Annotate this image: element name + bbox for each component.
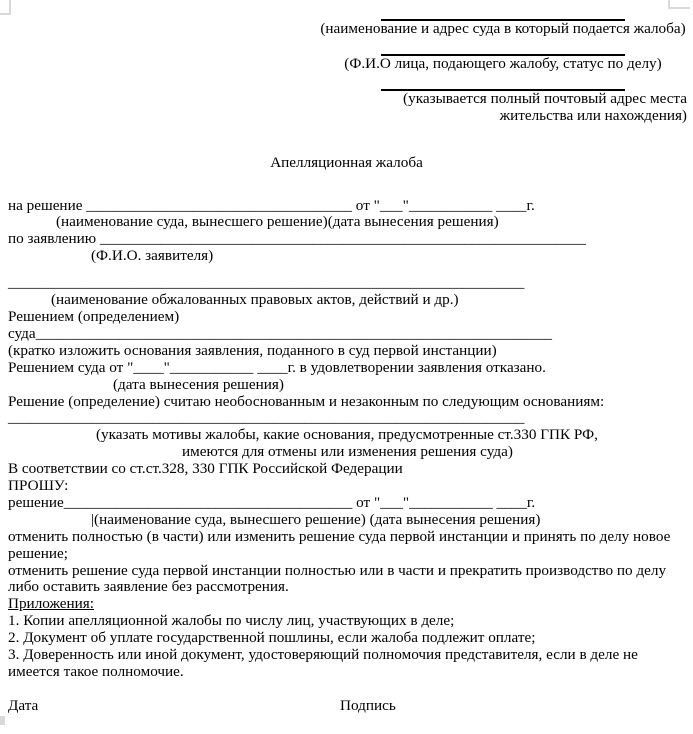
appendix-item-2: 2. Документ об уплате государственной пошлины, если жалоба подлежит оплате; [8, 629, 536, 647]
reasons-caption-line-2: имеются для отмены или изменения решения суда) [182, 443, 513, 461]
document-body [0, 198, 693, 715]
legal-basis-statement: В соответствии со ст.ст.328, 330 ГПК Российской Федерации [8, 460, 403, 478]
applicant-caption: (Ф.И.О. заявителя) [91, 247, 214, 265]
request-option-1: отменить полностью (в части) или изменить решение суда первой инстанции и принять по делу новое решение; [8, 527, 671, 562]
request-option-2: отменить решение суда первой инстанции полностью или в части и прекратить производство по делу либо оставить заявление без рассмотрения. [8, 561, 667, 596]
appendix-item-3: 3. Доверенность или иной документ, удостоверяющий полномочия представителя, если в деле не имеется такое полномочие. [8, 646, 638, 680]
contested-acts-caption: (наименование обжалованных правовых актов, действий и др.) [51, 291, 459, 309]
unlawful-statement: Решение (определение) считаю необоснованным и незаконным по следующим основаниям: [8, 392, 605, 410]
request-decision-caption: |(наименование суда, вынесшего решение) (дата вынесения решения) [91, 510, 541, 528]
refusal-date-caption: (дата вынесения решения) [113, 375, 284, 393]
appendix-heading: Приложения: [8, 595, 94, 613]
grounds-caption: (кратко изложить основания заявления, поданного в суд первой инстанции) [8, 341, 497, 359]
on-decision-fill-line[interactable]: на решение ___________________________________ от "___"___________ ____г. [8, 196, 535, 214]
appendix-item-1: 1. Копии апелляционной жалобы по числу лиц, участвующих в деле; [8, 612, 455, 630]
date-label: Дата [8, 696, 39, 714]
postal-address-field [315, 73, 691, 125]
court-name-caption: (наименование и адрес суда в который подается жалоба) [320, 20, 686, 37]
reasons-fill-line[interactable]: ____________________________________________________________________ [8, 409, 525, 427]
frame-mark-bottom-left [0, 716, 5, 725]
contested-acts-fill-line[interactable]: ____________________________________________________________________ [8, 274, 525, 292]
postal-address-caption: (указывается полный почтовый адрес места жительства или нахождения) [403, 89, 687, 124]
by-application-fill-line[interactable]: по заявлению ________________________________________________________________ [8, 230, 586, 248]
applicant-name-caption: (Ф.И.О лица, подающего жалобу, статус по делу) [344, 54, 662, 72]
refusal-fill-line[interactable]: Решением суда от "____"___________ ____г. в удовлетворении заявления отказано. [8, 358, 546, 376]
court-name-field [315, 11, 691, 38]
request-decision-fill-line[interactable]: решение______________________________________ от "___"___________ ____г. [8, 493, 536, 511]
postal-address-blank-line[interactable] [381, 73, 625, 91]
applicant-name-blank-line[interactable] [381, 38, 625, 56]
document-title: Апелляционная жалоба [270, 153, 423, 171]
header-address-block [315, 0, 691, 125]
request-heading: ПРОШУ: [8, 477, 69, 495]
on-decision-caption: (наименование суда, вынесшего решение)(дата вынесения решения) [56, 213, 499, 231]
frame-corner-mark-top-right [668, 0, 690, 9]
applicant-name-field [315, 38, 691, 73]
decision-ruling-label: Решением (определением) [8, 307, 180, 325]
signature-label: Подпись [340, 696, 396, 714]
signature-row [8, 698, 685, 715]
court-fill-line[interactable]: суда____________________________________________________________________ [8, 324, 553, 342]
reasons-caption-line-1: (указать мотивы жалобы, какие основания, предусмотренные ст.330 ГПК РФ, [96, 426, 598, 444]
frame-corner-mark-top-left [0, 0, 11, 15]
